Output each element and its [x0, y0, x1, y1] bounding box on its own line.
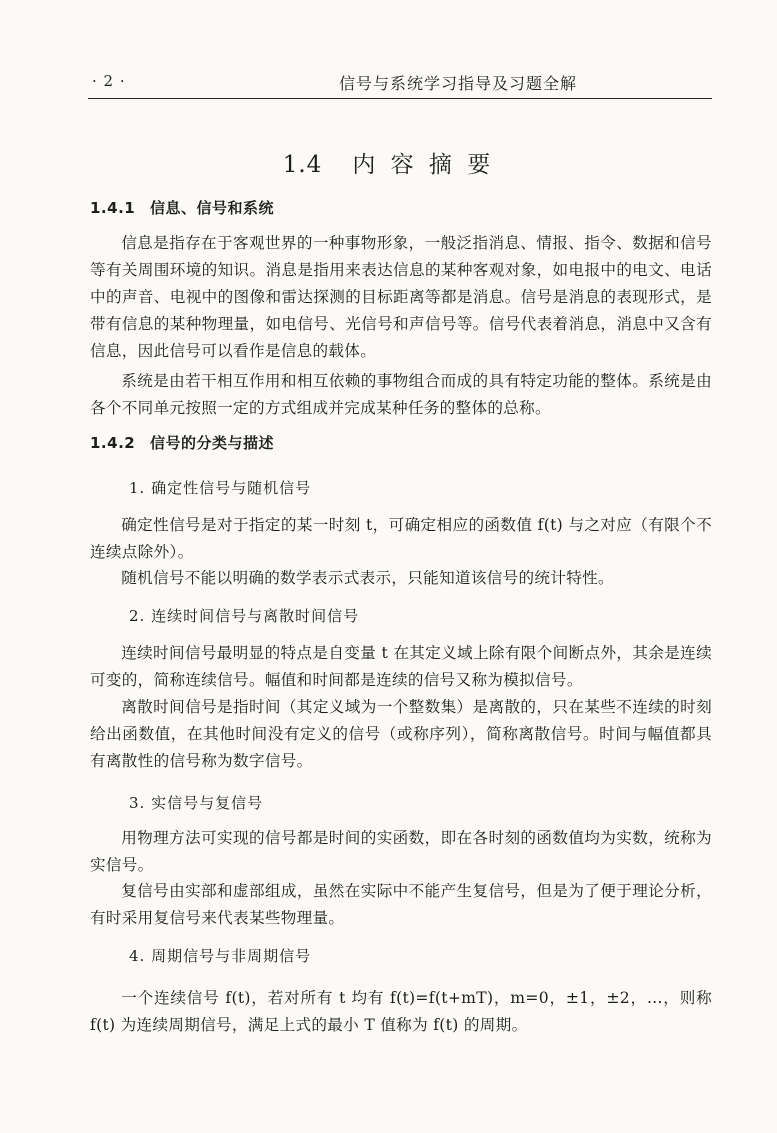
subsection-title: 信息、信号和系统	[150, 199, 275, 217]
subsection-heading-1-4-1	[90, 197, 274, 218]
item-heading-3: 3. 实信号与复信号	[129, 794, 264, 812]
paragraph-random: 随机信号不能以明确的数学表示式表示，只能知道该信号的统计特性。	[121, 569, 614, 587]
running-title: 信号与系统学习指导及习题全解	[338, 74, 577, 93]
paragraph-complex-signal: 复信号由实部和虚部组成，虽然在实际中不能产生复信号，但是为了便于理论分析，有时采用复信号来代表某些物理量。	[90, 882, 712, 927]
paragraph-system: 系统是由若干相互作用和相互依赖的事物组合而成的具有特定功能的整体。系统是由各个不同单元按照一定的方式组成并完成某种任务的整体的总称。	[90, 372, 712, 417]
section-heading	[0, 146, 777, 179]
paragraph-continuous: 连续时间信号最明显的特点是自变量 t 在其定义域上除有限个间断点外，其余是连续可变的，简称连续信号。幅值和时间都是连续的信号又称为模拟信号。	[90, 644, 712, 689]
page-number: · 2 ·	[92, 72, 126, 90]
item-heading-4: 4. 周期信号与非周期信号	[129, 947, 312, 965]
paragraph-deterministic: 确定性信号是对于指定的某一时刻 t，可确定相应的函数值 f(t) 与之对应（有限个不连续点除外）。	[90, 516, 712, 561]
subsection-number: 1.4.2	[90, 434, 136, 452]
paragraph-periodic: 一个连续信号 f(t)，若对所有 t 均有 f(t)=f(t+mT)，m=0，±1，±2，…，则称 f(t) 为连续周期信号，满足上式的最小 T 值称为 f(t) 的周期。	[90, 989, 712, 1034]
paragraph-discrete: 离散时间信号是指时间（其定义域为一个整数集）是离散的，只在某些不连续的时刻给出函数值，在其他时间没有定义的信号（或称序列），简称离散信号。时间与幅值都具有离散性的信号称为数字信号。	[90, 698, 712, 770]
paragraph-real-signal: 用物理方法可实现的信号都是时间的实函数，即在各时刻的函数值均为实数，统称为实信号。	[90, 829, 712, 874]
section-number: 1.4	[282, 152, 323, 178]
item-heading-1: 1. 确定性信号与随机信号	[129, 479, 312, 497]
item-heading-2: 2. 连续时间信号与离散时间信号	[129, 607, 360, 625]
subsection-title: 信号的分类与描述	[150, 434, 275, 452]
page-header	[88, 68, 712, 99]
paragraph-information: 信息是指存在于客观世界的一种事物形象，一般泛指消息、情报、指令、数据和信号等有关周围环境的知识。消息是指用来表达信息的某种客观对象，如电报中的电文、电话中的声音、电视中的图像和雷达探测的目标距离等都是消息。信号是消息的表现形式，是带有信息的某种物理量，如电信号、光信号和声信号等。信号代表着消息，消息中又含有信息，因此信号可以看作是信息的载体。	[90, 234, 712, 360]
subsection-heading-1-4-2	[90, 432, 274, 453]
section-title: 内 容 摘 要	[352, 152, 495, 178]
subsection-number: 1.4.1	[90, 199, 136, 217]
